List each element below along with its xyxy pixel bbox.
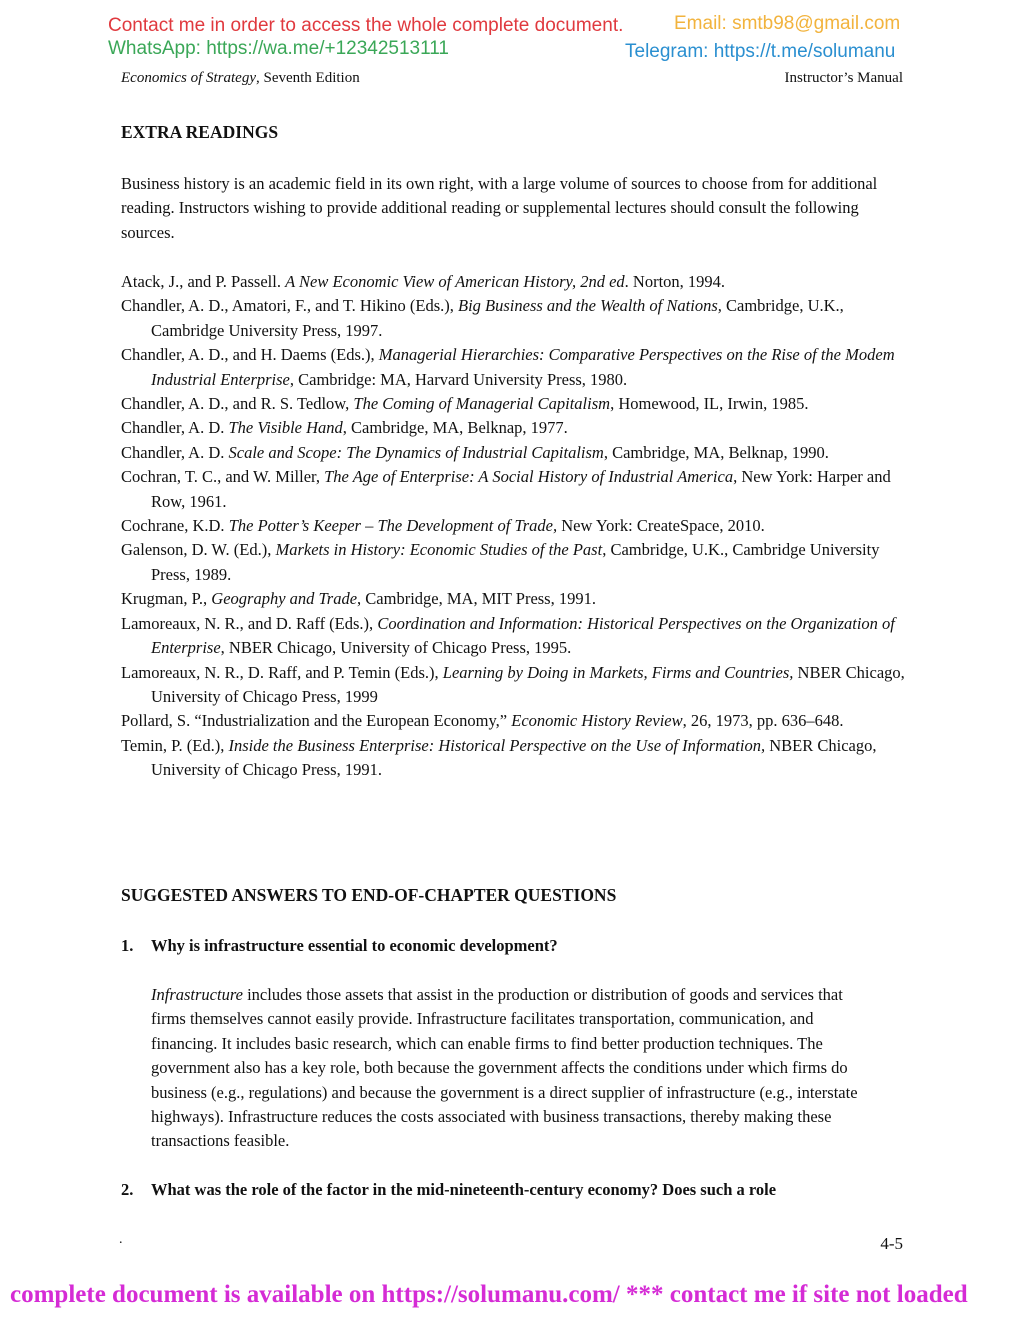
reference-authors: Lamoreaux, N. R., and D. Raff (Eds.), — [121, 613, 378, 633]
reference-authors: Lamoreaux, N. R., D. Raff, and P. Temin (Eds.), — [121, 662, 443, 682]
reference-item — [121, 661, 911, 710]
answer-1 — [151, 983, 881, 1154]
reference-authors: Galenson, D. W. (Ed.), — [121, 540, 276, 560]
reference-authors: Pollard, S. “Industrialization and the European Economy,” — [121, 711, 512, 731]
reference-publication: , Cambridge, MA, MIT Press, 1991. — [357, 589, 596, 609]
reference-list — [121, 270, 911, 783]
reference-title: Economic History Review — [511, 711, 683, 731]
answer-1-text: includes those assets that assist in the production or distribution of goods and services that firms themselves cannot easily provide. Infrastructure facilitates transportation, communication, and financing. It includes basic research, which can enable firms to find better production techniques. The government also has a key role, both because the government affects the conditions under which firms do business (e.g., regulations) and because the government is a direct supplier of infrastructure (e.g., interstate highways). Infrastructure reduces the costs associated with business transactions, thereby making these transactions feasible. — [151, 985, 858, 1151]
reference-item — [121, 392, 911, 416]
book-title: Economics of Strategy — [121, 70, 256, 86]
reference-title: The Age of Enterprise: A Social History of Industrial America — [324, 467, 734, 487]
reference-publication: , 26, 1973, pp. 636–648. — [682, 711, 844, 731]
running-head-left — [121, 70, 360, 87]
reference-authors: Chandler, A. D., Amatori, F., and T. Hikino (Eds.), — [121, 296, 459, 316]
question-1-text: Why is infrastructure essential to economic development? — [151, 936, 558, 955]
reference-authors: Cochrane, K.D. — [121, 516, 229, 536]
reference-title: The Visible Hand — [228, 418, 343, 438]
reference-title: Scale and Scope: The Dynamics of Industrial Capitalism — [228, 442, 604, 462]
suggested-answers-heading: SUGGESTED ANSWERS TO END-OF-CHAPTER QUESTIONS — [121, 885, 617, 905]
reference-publication: , Cambridge, MA, Belknap, 1977. — [342, 418, 568, 438]
reference-authors: Cochran, T. C., and W. Miller, — [121, 467, 325, 487]
reference-title: The Potter’s Keeper – The Development of Trade, — [228, 516, 558, 536]
reference-authors: Chandler, A. D. — [121, 442, 229, 462]
question-2-number: 2. — [121, 1180, 134, 1199]
reference-title: A New Economic View of American History, 2nd ed — [285, 272, 625, 291]
promo-email-text: Email: smtb98@gmail.com — [674, 13, 901, 34]
reference-publication: . Norton, 1994. — [624, 272, 726, 291]
reference-title: Coordination and Information: Historical Perspectives on the Organization of Enterprise — [151, 613, 895, 658]
reference-authors: Temin, P. (Ed.), — [121, 735, 229, 755]
reference-title: Big Business and the Wealth of Nations, — [458, 296, 722, 316]
reference-item — [121, 294, 911, 343]
question-1-number: 1. — [121, 936, 134, 955]
footer-dot: . — [119, 1232, 123, 1247]
question-2-text: What was the role of the factor in the mid-nineteenth-century economy? Does such a role — [151, 1180, 777, 1199]
extra-readings-heading: EXTRA READINGS — [121, 122, 279, 142]
reference-item — [121, 587, 911, 611]
reference-publication: NBER Chicago, University of Chicago Press, 1991. — [151, 735, 877, 780]
reference-item — [121, 734, 911, 783]
question-2 — [121, 1178, 911, 1202]
reference-title: Markets in History: Economic Studies of the Past — [275, 540, 603, 560]
reference-item — [121, 538, 911, 587]
running-head-right: Instructor’s Manual — [784, 70, 903, 86]
reference-title: Learning by Doing in Markets, Firms and Countries, — [442, 662, 794, 682]
reference-title: Managerial Hierarchies: Comparative Perspectives on the Rise of the Modem Industrial Enterprise — [151, 345, 895, 389]
answer-1-term: Infrastructure — [151, 985, 243, 1004]
page-number: 4-5 — [880, 1234, 903, 1253]
reference-publication: , Cambridge, MA, Belknap, 1990. — [603, 442, 829, 462]
reference-publication: New York: CreateSpace, 2010. — [557, 516, 765, 536]
reference-publication: Cambridge, U.K., Cambridge University Press, 1997. — [151, 296, 844, 340]
reference-publication: , NBER Chicago, University of Chicago Press, 1995. — [220, 638, 572, 658]
reference-publication: , Cambridge: MA, Harvard University Press, 1980. — [289, 369, 628, 389]
reference-item — [121, 709, 911, 733]
bottom-banner: complete document is available on https://solumanu.com/ *** contact me if site not loaded — [10, 1281, 968, 1308]
reference-publication: , New York: Harper and Row, 1961. — [151, 467, 891, 511]
reference-authors: Chandler, A. D., and R. S. Tedlow, — [121, 394, 354, 414]
reference-item — [121, 416, 911, 440]
reference-authors: Krugman, P., — [121, 589, 212, 609]
promo-telegram-text: Telegram: https://t.me/solumanu — [625, 41, 896, 62]
reference-publication: NBER Chicago, University of Chicago Press, 1999 — [151, 662, 905, 706]
reference-item — [121, 514, 911, 538]
extra-readings-intro: Business history is an academic field in its own right, with a large volume of sources to choose from for additional reading. Instructors wishing to provide additional reading or supplemental lectures should consult the following sources. — [121, 174, 878, 242]
reference-authors: Chandler, A. D., and H. Daems (Eds.), — [121, 345, 379, 365]
reference-publication: , Cambridge, U.K., Cambridge University Press, 1989. — [151, 540, 880, 584]
reference-item — [121, 343, 911, 392]
promo-contact-text: Contact me in order to access the whole complete document. — [108, 15, 624, 36]
reference-title: Inside the Business Enterprise: Historical Perspective on the Use of Information, — [228, 735, 766, 755]
reference-item — [121, 465, 911, 514]
reference-item — [121, 270, 911, 294]
question-1 — [121, 934, 911, 958]
book-edition: , Seventh Edition — [255, 70, 360, 86]
reference-publication: , Homewood, IL, Irwin, 1985. — [610, 394, 809, 414]
reference-item — [121, 441, 911, 465]
reference-title: Geography and Trade — [211, 589, 358, 609]
reference-item — [121, 612, 911, 661]
promo-whatsapp-text: WhatsApp: https://wa.me/+12342513111 — [108, 38, 449, 59]
reference-authors: Atack, J., and P. Passell. — [121, 272, 286, 291]
reference-title: The Coming of Managerial Capitalism — [353, 394, 611, 414]
reference-authors: Chandler, A. D. — [121, 418, 229, 438]
